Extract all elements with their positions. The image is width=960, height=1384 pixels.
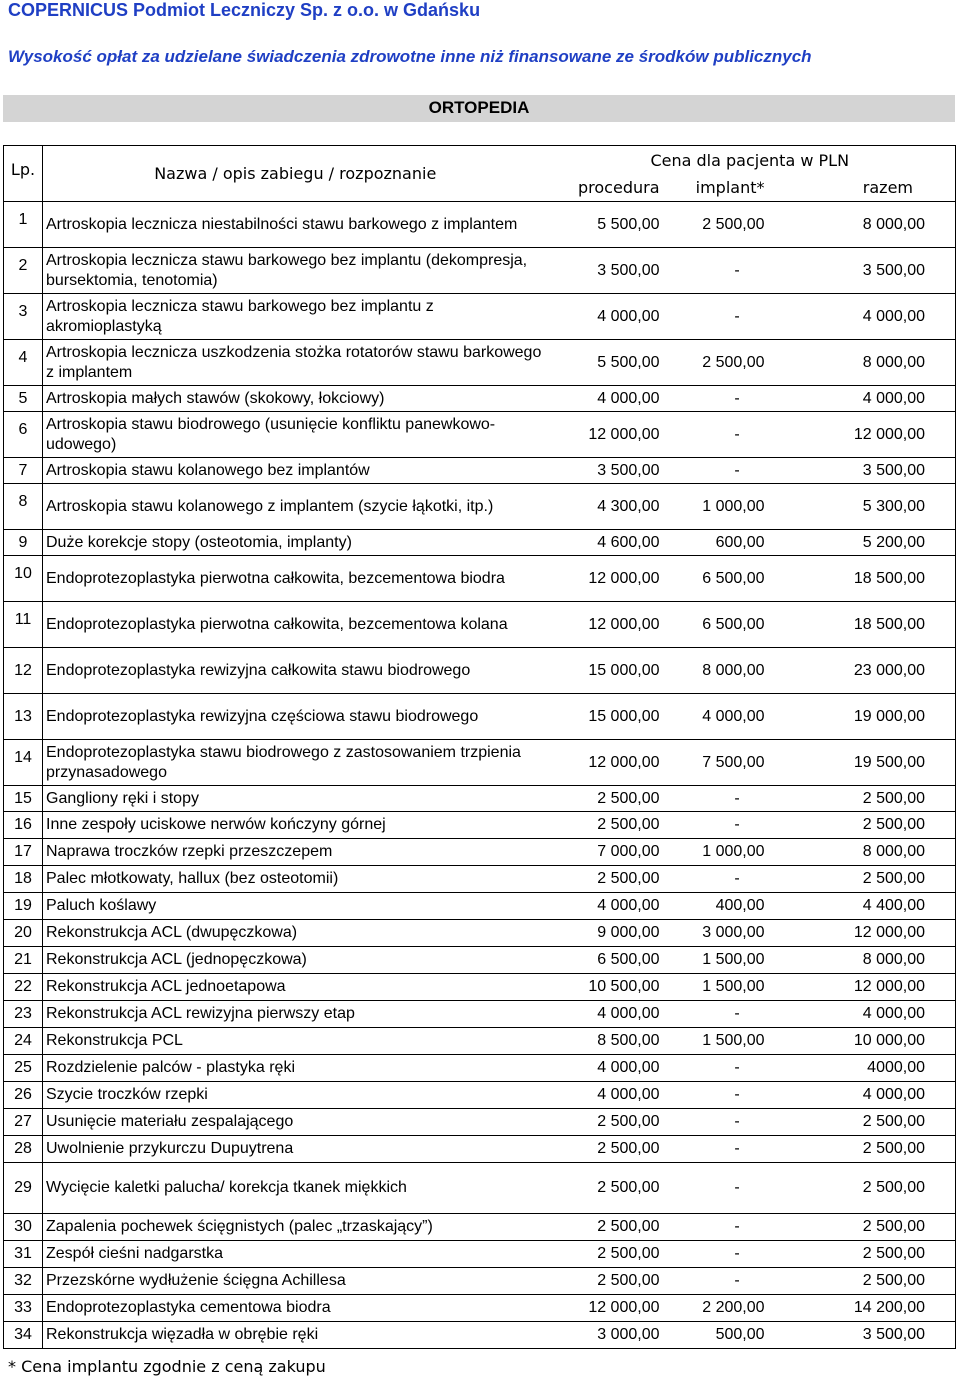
row-number: 11 (4, 602, 43, 648)
table-row (4, 1163, 956, 1214)
price-table (3, 145, 956, 1349)
total-price: 4 000,00 (790, 294, 956, 340)
procedure-name: Duże korekcje stopy (osteotomia, implanty) (43, 530, 545, 556)
procedure-price: 15 000,00 (545, 694, 660, 740)
procedure-price: 3 500,00 (545, 458, 660, 484)
procedure-price: 12 000,00 (545, 1295, 660, 1322)
procedure-name: Artroskopia lecznicza uszkodzenia stożka rotatorów stawu barkowego z implantem (43, 340, 545, 386)
total-price: 23 000,00 (790, 648, 956, 694)
row-number: 9 (4, 530, 43, 556)
table-row (4, 1028, 956, 1055)
table-row (4, 812, 956, 839)
procedure-name: Uwolnienie przykurczu Dupuytrena (43, 1136, 545, 1163)
implant-price: - (660, 1001, 790, 1028)
implant-price: - (660, 1163, 790, 1214)
procedure-name: Rekonstrukcja ACL (jednopęczkowa) (43, 947, 545, 974)
procedure-name: Artroskopia stawu biodrowego (usunięcie konfliktu panewkowo-udowego) (43, 412, 545, 458)
implant-price: - (660, 386, 790, 412)
row-number: 1 (4, 202, 43, 248)
implant-price: 4 000,00 (660, 694, 790, 740)
procedure-price: 8 500,00 (545, 1028, 660, 1055)
row-number: 29 (4, 1163, 43, 1214)
row-number: 17 (4, 839, 43, 866)
implant-price: 1 500,00 (660, 1028, 790, 1055)
table-row (4, 893, 956, 920)
row-number: 7 (4, 458, 43, 484)
row-number: 22 (4, 974, 43, 1001)
procedure-price: 4 000,00 (545, 1001, 660, 1028)
procedure-name: Naprawa troczków rzepki przeszczepem (43, 839, 545, 866)
implant-price: 8 000,00 (660, 648, 790, 694)
total-price: 2 500,00 (790, 1214, 956, 1241)
row-number: 4 (4, 340, 43, 386)
total-price: 8 000,00 (790, 947, 956, 974)
total-price: 2 500,00 (790, 1163, 956, 1214)
total-price: 14 200,00 (790, 1295, 956, 1322)
procedure-name: Rekonstrukcja ACL rewizyjna pierwszy etap (43, 1001, 545, 1028)
total-price: 2 500,00 (790, 866, 956, 893)
row-number: 28 (4, 1136, 43, 1163)
implant-price: 7 500,00 (660, 740, 790, 786)
procedure-price: 2 500,00 (545, 1136, 660, 1163)
row-number: 31 (4, 1241, 43, 1268)
table-row (4, 248, 956, 294)
procedure-price: 7 000,00 (545, 839, 660, 866)
implant-price: - (660, 812, 790, 839)
total-price: 2 500,00 (790, 1136, 956, 1163)
implant-price: 600,00 (660, 530, 790, 556)
total-price: 3 500,00 (790, 1322, 956, 1349)
procedure-price: 2 500,00 (545, 1163, 660, 1214)
table-row (4, 1295, 956, 1322)
total-price: 2 500,00 (790, 1109, 956, 1136)
total-price: 10 000,00 (790, 1028, 956, 1055)
procedure-name: Endoprotezoplastyka pierwotna całkowita, bezcementowa kolana (43, 602, 545, 648)
implant-price: - (660, 1268, 790, 1295)
procedure-price: 2 500,00 (545, 812, 660, 839)
table-row (4, 1241, 956, 1268)
procedure-price: 4 600,00 (545, 530, 660, 556)
total-price: 19 000,00 (790, 694, 956, 740)
table-row (4, 920, 956, 947)
section-band (3, 95, 955, 122)
implant-price: - (660, 1055, 790, 1082)
procedure-name: Artroskopia lecznicza stawu barkowego bez implantu z akromioplastyką (43, 294, 545, 340)
procedure-price: 4 000,00 (545, 893, 660, 920)
row-number: 13 (4, 694, 43, 740)
table-row (4, 786, 956, 812)
procedure-price: 2 500,00 (545, 1109, 660, 1136)
implant-price: 1 000,00 (660, 484, 790, 530)
price-group-header: Cena dla pacjenta w PLN (545, 146, 956, 175)
implant-price: 6 500,00 (660, 602, 790, 648)
total-price: 5 200,00 (790, 530, 956, 556)
procedure-price: 5 500,00 (545, 340, 660, 386)
implant-price: - (660, 248, 790, 294)
procedure-name: Rekonstrukcja ACL (dwupęczkowa) (43, 920, 545, 947)
table-row (4, 1136, 956, 1163)
total-price: 4 000,00 (790, 1001, 956, 1028)
procedure-price: 3 500,00 (545, 248, 660, 294)
procedure-price: 2 500,00 (545, 786, 660, 812)
procedure-price: 2 500,00 (545, 1241, 660, 1268)
total-price: 2 500,00 (790, 812, 956, 839)
procedure-name: Inne zespoły uciskowe nerwów kończyny górnej (43, 812, 545, 839)
row-number: 25 (4, 1055, 43, 1082)
procedure-name: Endoprotezoplastyka pierwotna całkowita, bezcementowa biodra (43, 556, 545, 602)
table-row (4, 458, 956, 484)
table-row (4, 1214, 956, 1241)
table-row (4, 694, 956, 740)
implant-price: - (660, 1241, 790, 1268)
table-row (4, 556, 956, 602)
table-row (4, 530, 956, 556)
implant-price: - (660, 294, 790, 340)
procedure-name: Zespół cieśni nadgarstka (43, 1241, 545, 1268)
row-number: 21 (4, 947, 43, 974)
row-number: 32 (4, 1268, 43, 1295)
table-row (4, 1268, 956, 1295)
total-price: 8 000,00 (790, 839, 956, 866)
table-row (4, 386, 956, 412)
procedure-price: 4 000,00 (545, 386, 660, 412)
procedure-name: Paluch koślawy (43, 893, 545, 920)
procedure-name: Endoprotezoplastyka stawu biodrowego z zastosowaniem trzpienia przynasadowego (43, 740, 545, 786)
procedure-name: Palec młotkowaty, hallux (bez osteotomii) (43, 866, 545, 893)
total-price: 8 000,00 (790, 340, 956, 386)
col-procedure-header: procedura (545, 174, 660, 202)
implant-price: 2 500,00 (660, 340, 790, 386)
procedure-name: Rekonstrukcja ACL jednoetapowa (43, 974, 545, 1001)
procedure-name: Artroskopia małych stawów (skokowy, łokciowy) (43, 386, 545, 412)
col-total-header: razem (790, 174, 956, 202)
table-row (4, 602, 956, 648)
row-number: 15 (4, 786, 43, 812)
table-row (4, 648, 956, 694)
row-number: 30 (4, 1214, 43, 1241)
total-price: 4 000,00 (790, 386, 956, 412)
document-subtitle: Wysokość opłat za udzielane świadczenia zdrowotne inne niż finansowane ze środków publicznych (8, 47, 812, 66)
procedure-price: 12 000,00 (545, 602, 660, 648)
table-row (4, 294, 956, 340)
implant-footnote: * Cena implantu zgodnie z ceną zakupu (8, 1357, 326, 1376)
total-price: 3 500,00 (790, 248, 956, 294)
procedure-price: 2 500,00 (545, 1214, 660, 1241)
implant-price: - (660, 412, 790, 458)
table-row (4, 839, 956, 866)
row-number: 8 (4, 484, 43, 530)
implant-price: 2 500,00 (660, 202, 790, 248)
implant-price: - (660, 866, 790, 893)
table-row (4, 1001, 956, 1028)
col-name-header: Nazwa / opis zabiegu / rozpoznanie (43, 146, 545, 202)
row-number: 6 (4, 412, 43, 458)
row-number: 2 (4, 248, 43, 294)
table-row (4, 1322, 956, 1349)
table-row (4, 484, 956, 530)
table-row (4, 202, 956, 248)
procedure-price: 4 000,00 (545, 1082, 660, 1109)
procedure-name: Szycie troczków rzepki (43, 1082, 545, 1109)
procedure-name: Rekonstrukcja więzadła w obrębie ręki (43, 1322, 545, 1349)
row-number: 12 (4, 648, 43, 694)
row-number: 26 (4, 1082, 43, 1109)
table-row (4, 340, 956, 386)
procedure-name: Artroskopia stawu kolanowego z implantem (szycie łąkotki, itp.) (43, 484, 545, 530)
procedure-name: Endoprotezoplastyka rewizyjna częściowa stawu biodrowego (43, 694, 545, 740)
total-price: 3 500,00 (790, 458, 956, 484)
total-price: 4 000,00 (790, 1082, 956, 1109)
procedure-price: 12 000,00 (545, 412, 660, 458)
procedure-price: 2 500,00 (545, 866, 660, 893)
implant-price: - (660, 1136, 790, 1163)
total-price: 19 500,00 (790, 740, 956, 786)
col-implant-header: implant* (660, 174, 790, 202)
procedure-name: Endoprotezoplastyka cementowa biodra (43, 1295, 545, 1322)
total-price: 12 000,00 (790, 920, 956, 947)
row-number: 19 (4, 893, 43, 920)
table-row (4, 947, 956, 974)
implant-price: 1 500,00 (660, 974, 790, 1001)
row-number: 5 (4, 386, 43, 412)
row-number: 27 (4, 1109, 43, 1136)
total-price: 2 500,00 (790, 1241, 956, 1268)
table-row (4, 866, 956, 893)
procedure-price: 10 500,00 (545, 974, 660, 1001)
procedure-name: Artroskopia stawu kolanowego bez implantów (43, 458, 545, 484)
implant-price: 1 500,00 (660, 947, 790, 974)
row-number: 34 (4, 1322, 43, 1349)
procedure-price: 12 000,00 (545, 556, 660, 602)
total-price: 12 000,00 (790, 974, 956, 1001)
total-price: 4000,00 (790, 1055, 956, 1082)
procedure-name: Wycięcie kaletki palucha/ korekcja tkanek miękkich (43, 1163, 545, 1214)
col-lp-header: Lp. (4, 146, 43, 202)
row-number: 23 (4, 1001, 43, 1028)
implant-price: 6 500,00 (660, 556, 790, 602)
implant-price: - (660, 1109, 790, 1136)
procedure-price: 6 500,00 (545, 947, 660, 974)
section-title: ORTOPEDIA (428, 98, 530, 117)
procedure-name: Gangliony ręki i stopy (43, 786, 545, 812)
company-title: COPERNICUS Podmiot Leczniczy Sp. z o.o. w Gdańsku (8, 0, 481, 20)
table-row (4, 740, 956, 786)
implant-price: 400,00 (660, 893, 790, 920)
total-price: 18 500,00 (790, 602, 956, 648)
procedure-price: 4 300,00 (545, 484, 660, 530)
procedure-price: 3 000,00 (545, 1322, 660, 1349)
total-price: 18 500,00 (790, 556, 956, 602)
procedure-price: 15 000,00 (545, 648, 660, 694)
implant-price: - (660, 1214, 790, 1241)
row-number: 14 (4, 740, 43, 786)
procedure-name: Artroskopia lecznicza niestabilności stawu barkowego z implantem (43, 202, 545, 248)
total-price: 2 500,00 (790, 786, 956, 812)
total-price: 12 000,00 (790, 412, 956, 458)
procedure-price: 4 000,00 (545, 1055, 660, 1082)
row-number: 18 (4, 866, 43, 893)
table-row (4, 412, 956, 458)
procedure-price: 12 000,00 (545, 740, 660, 786)
implant-price: 2 200,00 (660, 1295, 790, 1322)
procedure-price: 5 500,00 (545, 202, 660, 248)
procedure-price: 4 000,00 (545, 294, 660, 340)
table-row (4, 1109, 956, 1136)
procedure-price: 9 000,00 (545, 920, 660, 947)
row-number: 24 (4, 1028, 43, 1055)
row-number: 10 (4, 556, 43, 602)
row-number: 3 (4, 294, 43, 340)
procedure-name: Rekonstrukcja PCL (43, 1028, 545, 1055)
row-number: 20 (4, 920, 43, 947)
total-price: 5 300,00 (790, 484, 956, 530)
implant-price: 1 000,00 (660, 839, 790, 866)
implant-price: 3 000,00 (660, 920, 790, 947)
total-price: 8 000,00 (790, 202, 956, 248)
table-row (4, 974, 956, 1001)
table-row (4, 1082, 956, 1109)
procedure-name: Artroskopia lecznicza stawu barkowego bez implantu (dekompresja, bursektomia, tenotomia) (43, 248, 545, 294)
total-price: 2 500,00 (790, 1268, 956, 1295)
implant-price: - (660, 786, 790, 812)
table-row (4, 1055, 956, 1082)
row-number: 33 (4, 1295, 43, 1322)
implant-price: - (660, 1082, 790, 1109)
procedure-name: Rozdzielenie palców - plastyka ręki (43, 1055, 545, 1082)
implant-price: - (660, 458, 790, 484)
row-number: 16 (4, 812, 43, 839)
procedure-name: Endoprotezoplastyka rewizyjna całkowita stawu biodrowego (43, 648, 545, 694)
procedure-name: Zapalenia pochewek ścięgnistych (palec „trzaskający”) (43, 1214, 545, 1241)
total-price: 4 400,00 (790, 893, 956, 920)
procedure-price: 2 500,00 (545, 1268, 660, 1295)
procedure-name: Przezskórne wydłużenie ścięgna Achillesa (43, 1268, 545, 1295)
implant-price: 500,00 (660, 1322, 790, 1349)
procedure-name: Usunięcie materiału zespalającego (43, 1109, 545, 1136)
